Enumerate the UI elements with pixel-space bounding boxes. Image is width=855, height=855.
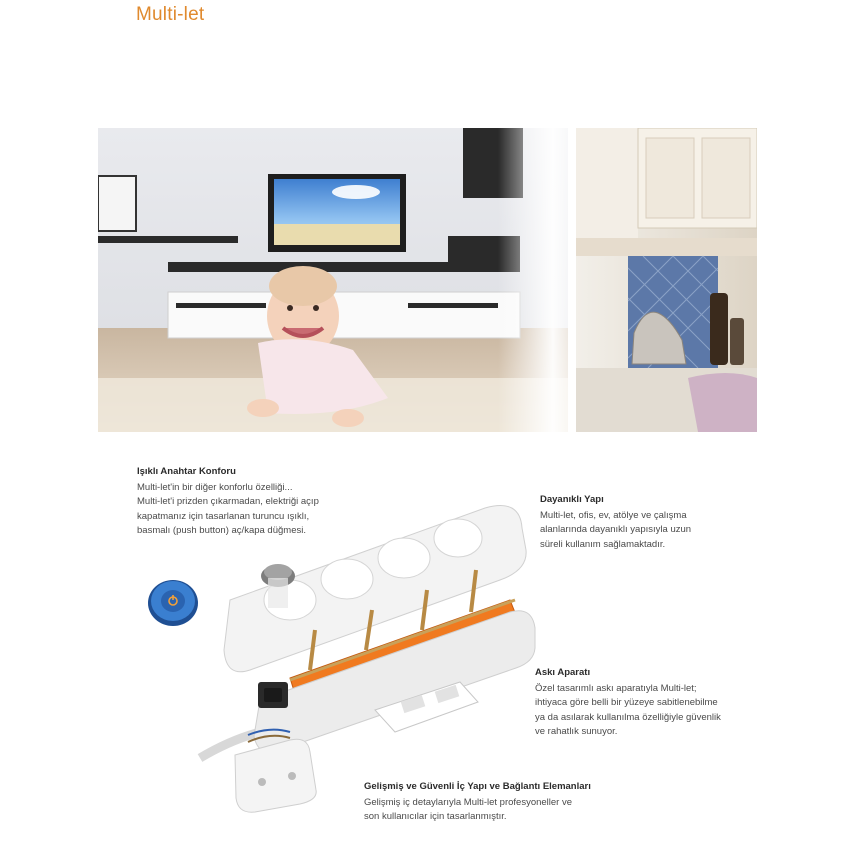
- feature-line: Multi-let'in bir diğer konforlu özelliği...: [137, 481, 293, 493]
- feature-line: basmalı (push button) aç/kapa düğmesi.: [137, 525, 306, 536]
- feature-line: süreli kullanım sağlamaktadır.: [540, 538, 666, 550]
- feature-line: Multi-let'i prizden çıkarmadan, elektriği açıp: [137, 496, 319, 507]
- feature-line: ihtiyaca göre belli bir yüzeye sabitlenebilme: [535, 697, 718, 708]
- feature-heading: Askı Aparatı: [535, 667, 591, 678]
- feature-durable: [540, 493, 691, 552]
- feature-heading: Gelişmiş ve Güvenli İç Yapı ve Bağlantı Elemanları: [364, 781, 591, 792]
- feature-line: Multi-let, ofis, ev, atölye ve çalışma: [540, 509, 687, 521]
- hero-photo: [98, 128, 757, 432]
- feature-line: son kullanıcılar için tasarlanmıştır.: [364, 811, 507, 822]
- feature-line: ya da asılarak kullanılma özelliğiyle güvenlik: [535, 711, 721, 723]
- power-strip-exploded-view: [140, 500, 560, 820]
- feature-line: ve rahatlık sunuyor.: [535, 726, 618, 737]
- feature-line: alanlarında dayanıklı yapısıyla uzun: [540, 524, 692, 535]
- feature-hanger: [535, 666, 721, 740]
- feature-line: Gelişmiş iç detaylarıyla Multi-let profesyoneller ve: [364, 796, 573, 808]
- feature-line: kapatmanız için tasarlanan turuncu ışıklı,: [137, 510, 310, 522]
- page-title: Multi-let: [136, 4, 205, 25]
- feature-line: Özel tasarımlı askı aparatıyla Multi-let;: [535, 682, 697, 694]
- feature-heading: Işıklı Anahtar Konforu: [137, 466, 236, 477]
- feature-heading: Dayanıklı Yapı: [540, 494, 604, 505]
